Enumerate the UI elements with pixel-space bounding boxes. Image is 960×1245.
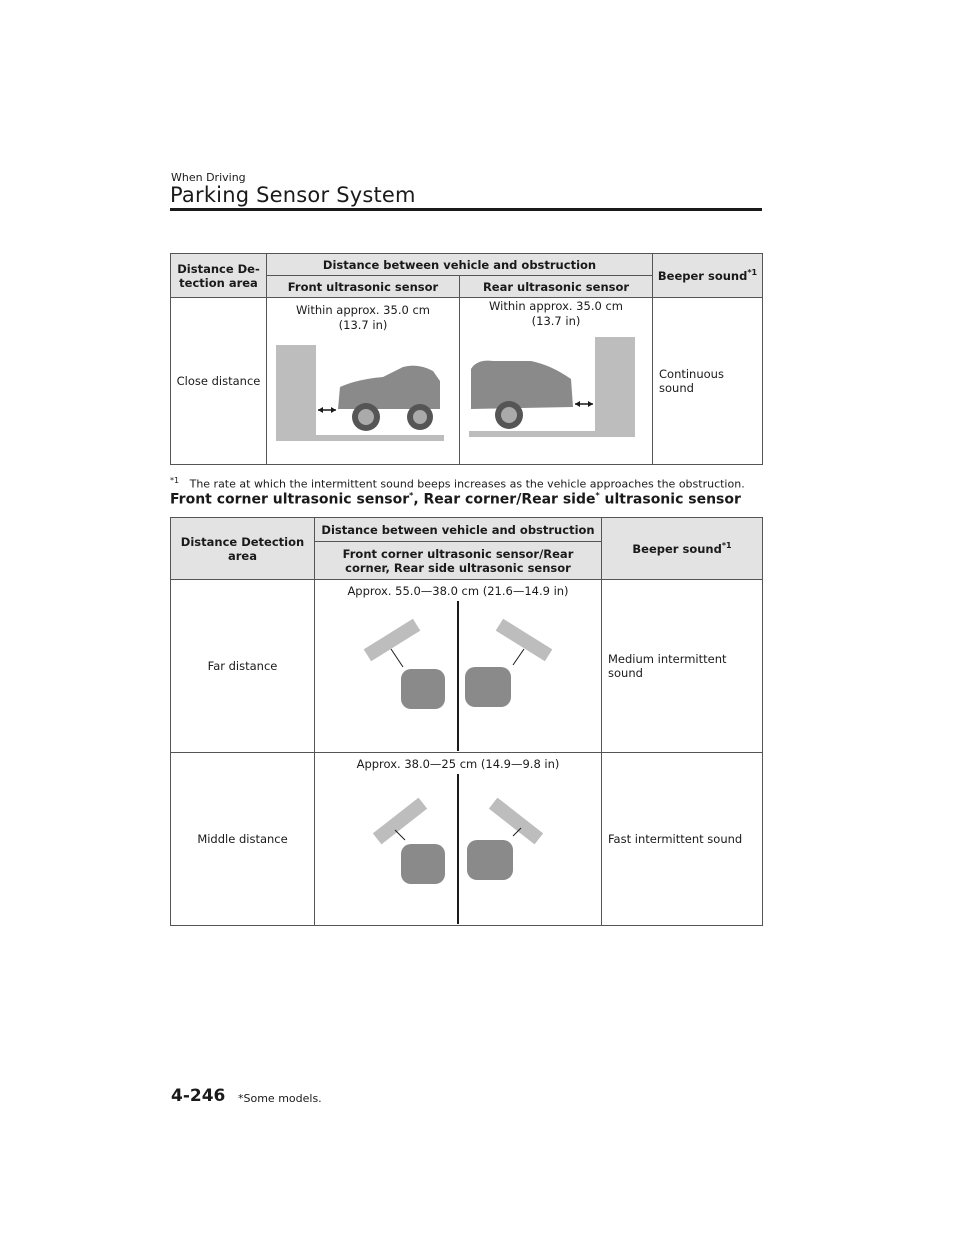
footnote: $^{*1}$ The rate at which the intermittent sound beeps increases as the vehicle approaches the obstruction.	[170, 476, 745, 491]
header-beeper: Beeper sound$^{*1}$	[653, 254, 763, 298]
row-area: Close distance	[171, 298, 267, 465]
far-distance-cell	[315, 580, 602, 753]
header-detection-area-2: Distance Detection area	[171, 518, 315, 580]
header-corner-sensor: Front corner ultrasonic sensor/Rear corner, Rear side ultrasonic sensor	[315, 542, 602, 580]
title-rule	[170, 208, 762, 211]
front-caption: Within approx. 35.0 cm (13.7 in)	[296, 303, 430, 332]
rear-sensor-cell	[460, 298, 653, 465]
middle-distance-cell	[315, 753, 602, 926]
far-caption: Approx. 55.0—38.0 cm (21.6—14.9 in)	[347, 584, 569, 598]
row-area: Middle distance	[171, 753, 315, 926]
rear-car-illustration	[461, 331, 651, 445]
header-detection-area: Distance De- tection area	[171, 254, 267, 298]
header-distance-2: Distance between vehicle and obstruction	[315, 518, 602, 542]
some-models-note: *Some models.	[238, 1092, 322, 1105]
row-area: Far distance	[171, 580, 315, 753]
front-car-illustration	[268, 339, 458, 449]
middle-caption: Approx. 38.0—25 cm (14.9—9.8 in)	[356, 757, 560, 771]
page-title: Parking Sensor System	[170, 183, 416, 207]
header-front-sensor: Front ultrasonic sensor	[267, 276, 460, 298]
corner-sensor-table	[170, 517, 763, 926]
row-sound: Medium intermittent sound	[602, 580, 763, 753]
rear-caption: Within approx. 35.0 cm (13.7 in)	[489, 299, 623, 328]
page-number: 4-246	[171, 1086, 226, 1106]
front-sensor-cell	[267, 298, 460, 465]
far-distance-illustration	[343, 601, 573, 751]
sub-heading: Front corner ultrasonic sensor*, Rear corner/Rear side* ultrasonic sensor	[170, 491, 741, 508]
header-distance: Distance between vehicle and obstruction	[267, 254, 653, 276]
header-beeper-2: Beeper sound$^{*1}$	[602, 518, 763, 580]
middle-distance-illustration	[343, 774, 573, 924]
header-rear-sensor: Rear ultrasonic sensor	[460, 276, 653, 298]
row-sound: Continuous sound	[653, 298, 763, 465]
section-label: When Driving	[171, 171, 246, 184]
row-sound: Fast intermittent sound	[602, 753, 763, 926]
close-distance-table	[170, 253, 763, 465]
